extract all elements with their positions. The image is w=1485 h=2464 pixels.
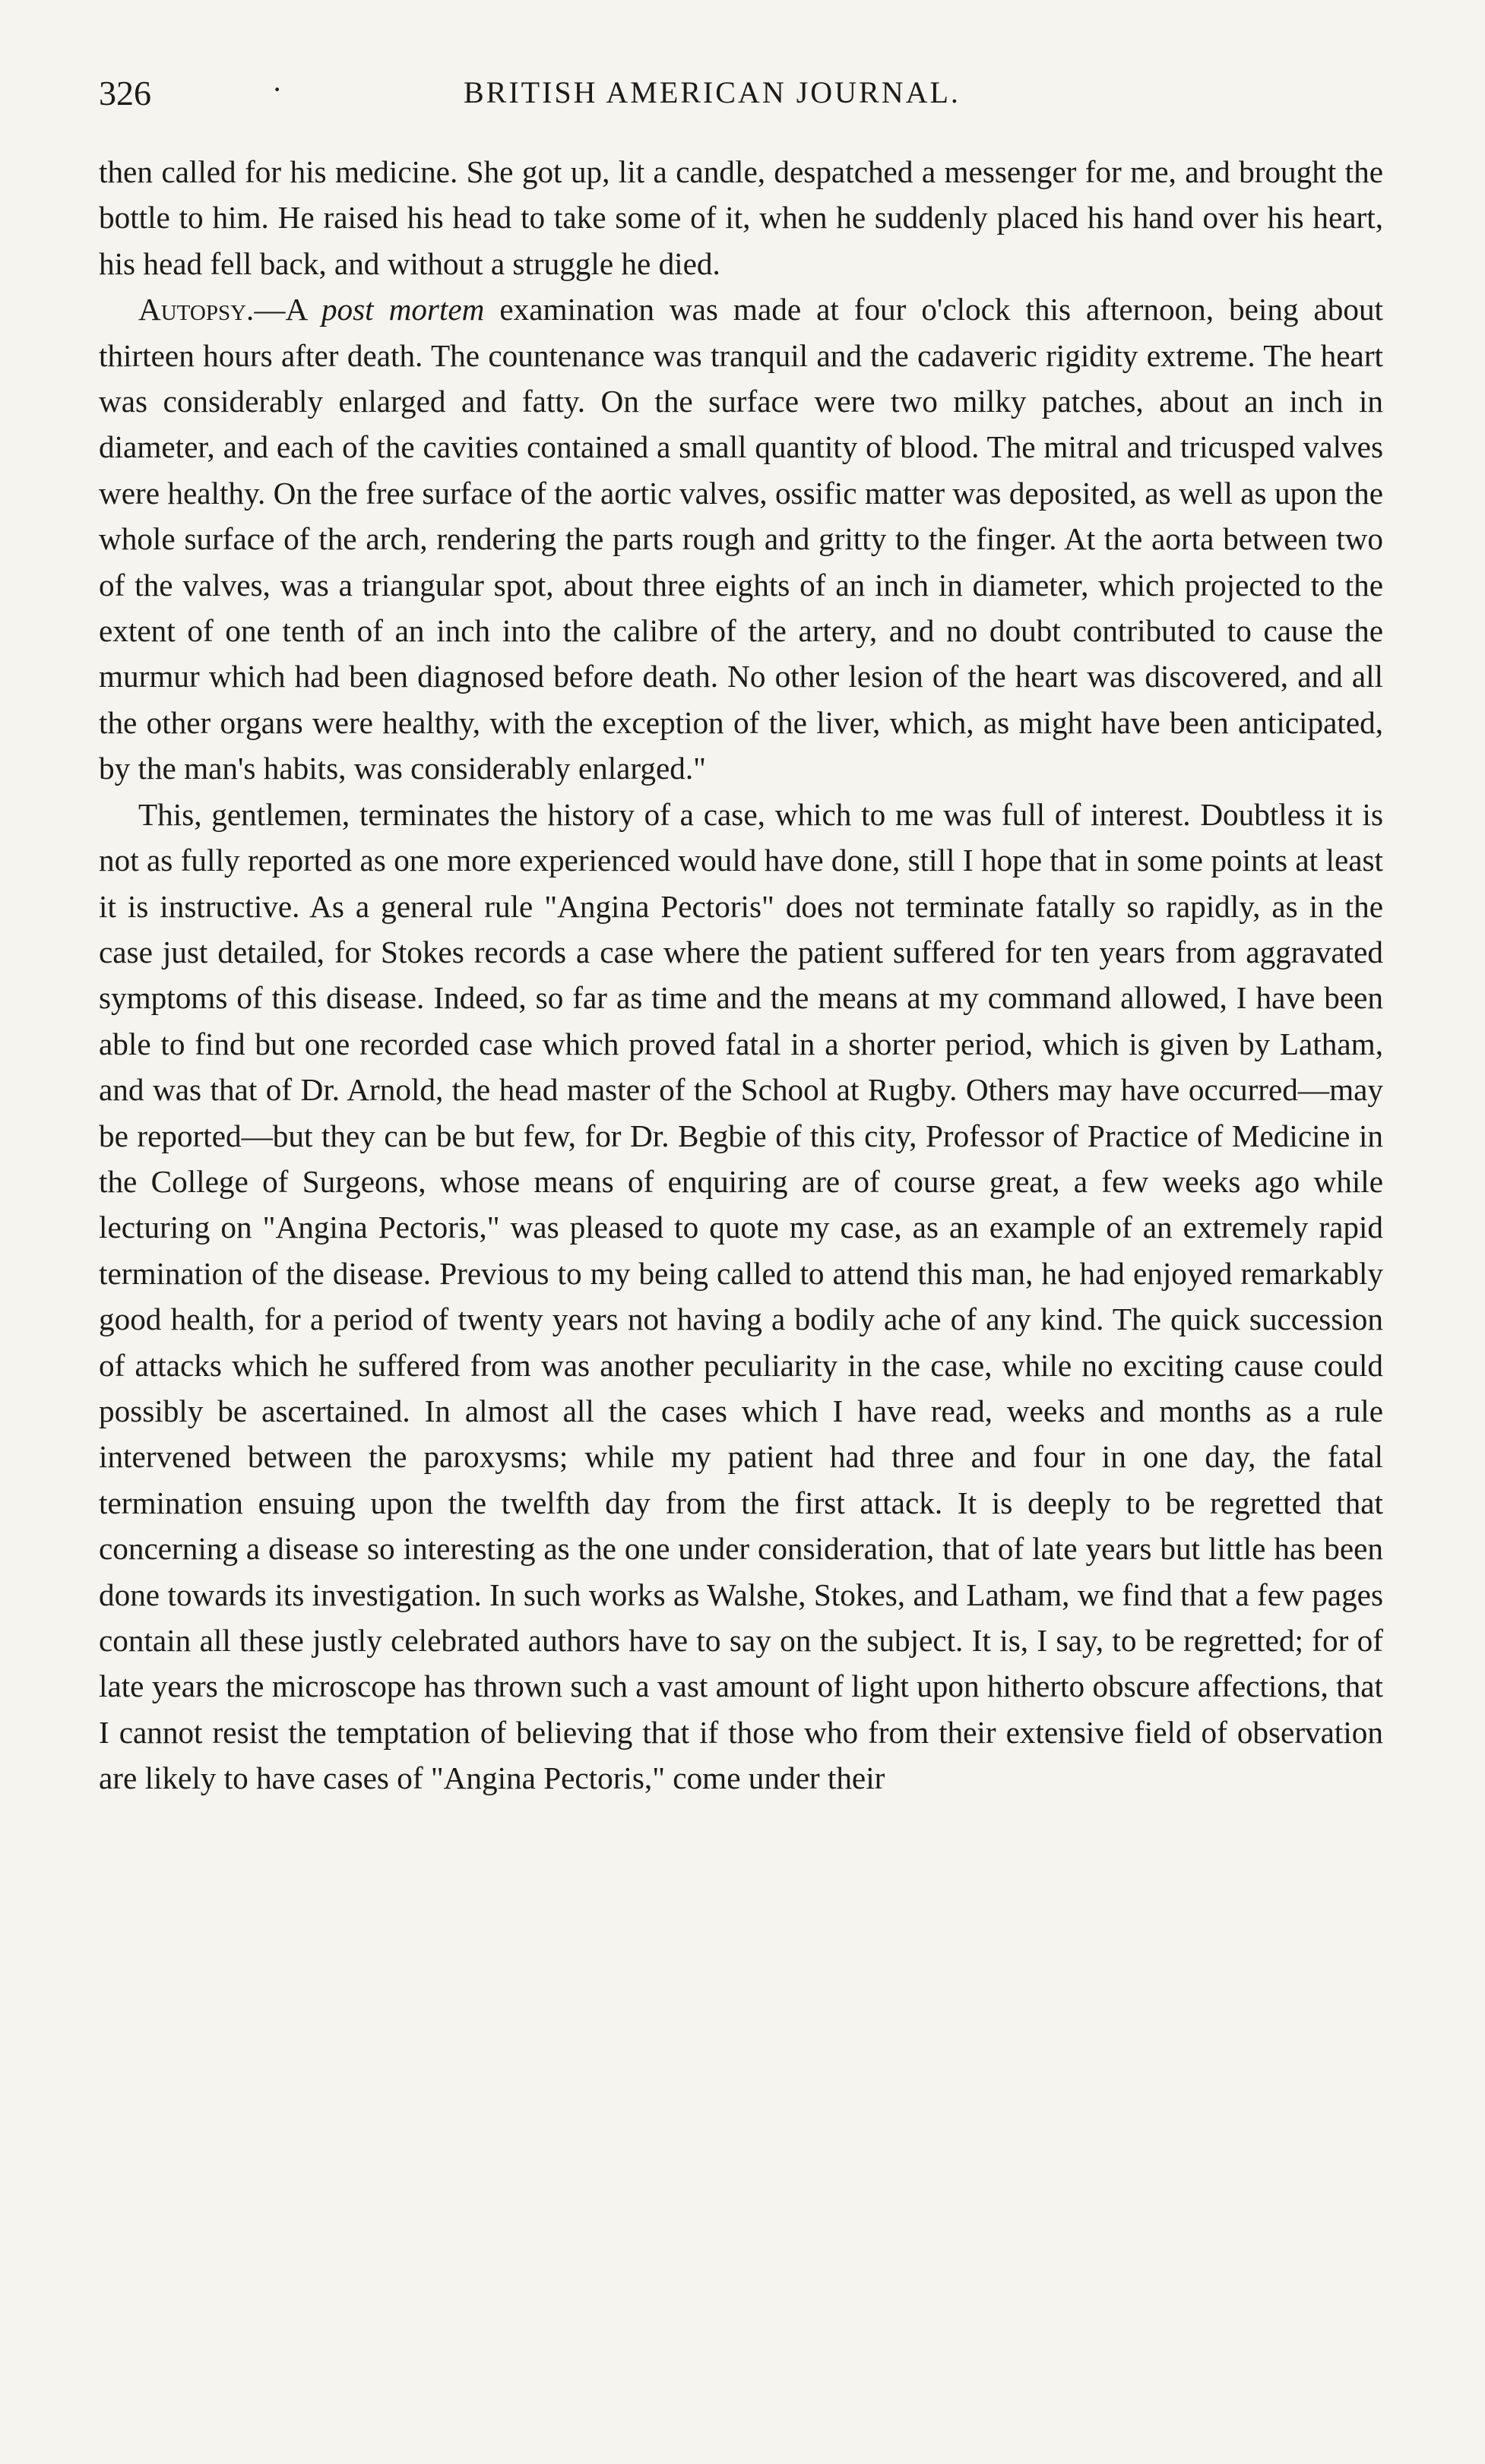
autopsy-heading: Autopsy. — [138, 292, 255, 327]
journal-title: BRITISH AMERICAN JOURNAL. — [464, 75, 961, 109]
page-number: 326 — [99, 74, 151, 112]
running-head — [99, 73, 1383, 129]
paragraph-autopsy — [99, 286, 1383, 791]
paragraph-discussion: This, gentlemen, terminates the history of a case, which to me was full of interest. Doubtless it is not as fully reported as one more experienced would have done, still I hope that in some points at least it is instructive. As a general rule "Angina Pectoris" does not terminate fatally so rapidly, as in the case just detailed, for Stokes records a case where the patient suffered for ten years from aggravated symptoms of this disease. Indeed, so far as time and the means at my command allowed, I have been able to find but one recorded case which proved fatal in a shorter period, which is given by Latham, and was that of Dr. Arnold, the head master of the School at Rugby. Others may have occurred—may be reported—but they can be but few, for Dr. Begbie of this city, Professor of Practice of Medicine in the College of Surgeons, whose means of enquiring are of course great, a few weeks ago while lecturing on "Angina Pectoris," was pleased to quote my case, as an example of an extremely rapid termination of the disease. Previous to my being called to attend this man, he had enjoyed remarkably good health, for a period of twenty years not having a bodily ache of any kind. The quick succession of attacks which he suffered from was another peculiarity in the case, while no exciting cause could possibly be ascertained. In almost all the cases which I have read, weeks and months as a rule intervened between the paroxysms; while my patient had three and four in one day, the fatal termination ensuing upon the twelfth day from the first attack. It is deeply to be regretted that concerning a disease so interesting as the one under consideration, that of late years but little has been done towards its investigation. In such works as Walshe, Stokes, and Latham, we find that a few pages contain all these justly celebrated authors have to say on the subject. It is, I say, to be regretted; for of late years the microscope has thrown such a vast amount of light upon hitherto obscure affections, that I cannot resist the temptation of believing that if those who from their extensive field of observation are likely to have cases of "Angina Pectoris," come under their — [99, 796, 1383, 1796]
autopsy-text: examination was made at four o'clock this afternoon, being about thirteen hours after death. The countenance was tranquil and the cadaveric rigidity extreme. The heart was considerably enlarged and fatty. On the surface were two milky patches, about an inch in diameter, and each of the cavities contained a small quantity of blood. The mitral and tricusped valves were healthy. On the free surface of the aortic valves, ossific matter was deposited, as well as upon the whole surface of the arch, rendering the parts rough and gritty to the finger. At the aorta between two of the valves, was a triangular spot, about three eights of an inch in diameter, which projected to the extent of one tenth of an inch into the calibre of the artery, and no doubt contributed to cause the murmur which had been diagnosed before death. No other lesion of the heart was discovered, and all the other organs were healthy, with the exception of the liver, which, as might have been anticipated, by the man's habits, was considerably enlarged." — [99, 292, 1383, 786]
article-text — [99, 149, 1383, 1801]
post-mortem-phrase: post mortem — [321, 292, 485, 327]
autopsy-dash: —A — [254, 292, 321, 327]
header-separator-dot: · — [272, 72, 283, 106]
paragraph-continuation: then called for his medicine. She got up, lit a candle, despatched a messenger for me, and brought the bottle to him. He raised his head to take some of it, when he suddenly placed his hand over his heart, his head fell back, and without a struggle he died. — [99, 154, 1383, 281]
journal-page — [99, 73, 1383, 2443]
